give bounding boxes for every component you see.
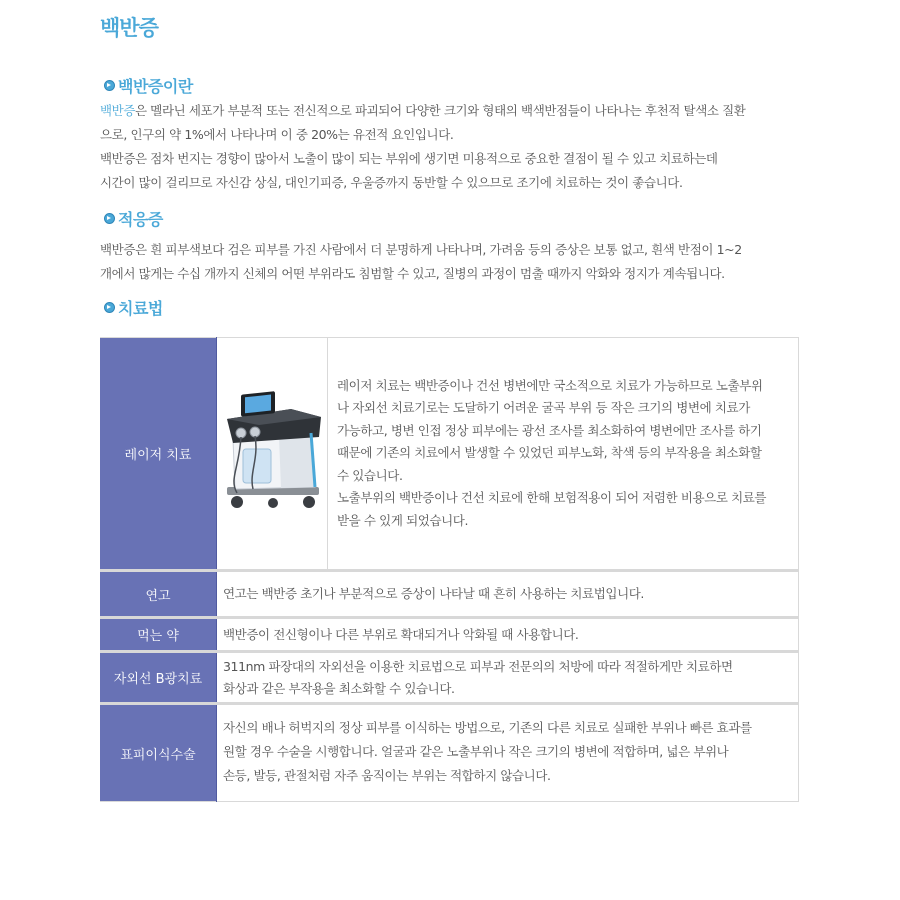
- text-line: 때문에 기존의 치료에서 발생할 수 있었던 피부노화, 착색 등의 부작용을 최소화할: [337, 445, 762, 461]
- table-row: [100, 338, 799, 571]
- circle-arrow-icon: [104, 213, 115, 224]
- table-row: [100, 618, 799, 652]
- highlight-term: 백반증: [100, 103, 136, 118]
- text-line: 화상과 같은 부작용을 최소화할 수 있습니다.: [223, 680, 455, 696]
- intro-line-1: 백반증은 멜라닌 세포가 부분적 또는 전신적으로 파괴되어 다양한 크기와 형태의 백색반점들이 나타나는 후천적 탈색소 질환: [100, 103, 746, 118]
- treatment-name-cell: 표피이식수술: [100, 704, 217, 802]
- table-row: [100, 652, 799, 704]
- treatment-desc-cell: [217, 652, 799, 704]
- table-row: [100, 704, 799, 802]
- text-line: 311nm 파장대의 자외선을 이용한 치료법으로 피부과 전문의의 처방에 따라 적절하게만 치료하면: [223, 658, 733, 674]
- text-line: 백반증이 전신형이나 다른 부위로 확대되거나 악화될 때 사용합니다.: [223, 626, 579, 642]
- indication-line-2: 개에서 많게는 수십 개까지 신체의 어떤 부위라도 침범할 수 있고, 질병의 과정이 멈출 때까지 악화와 정지가 계속됩니다.: [100, 266, 725, 281]
- treatment-desc-cell: [217, 571, 799, 618]
- indication-line-1: 백반증은 흰 피부색보다 검은 피부를 가진 사람에서 더 분명하게 나타나며, 가려움 등의 증상은 보통 없고, 흰색 반점이 1~2: [100, 242, 742, 257]
- treatment-desc-cell: [217, 338, 799, 571]
- treatment-desc-cell: [217, 704, 799, 802]
- circle-arrow-icon: [104, 80, 115, 91]
- treatment-name-cell: 레이저 치료: [100, 338, 217, 571]
- intro-line-4: 시간이 많이 걸리므로 자신감 상실, 대인기피증, 우울증까지 동반할 수 있으므로 조기에 치료하는 것이 좋습니다.: [100, 175, 683, 190]
- laser-description: [328, 338, 776, 569]
- intro-paragraph: [100, 99, 808, 195]
- treatment-name-cell: 연고: [100, 571, 217, 618]
- section-heading-label: 백반증이란: [118, 77, 193, 96]
- section-heading-label: 치료법: [118, 299, 163, 318]
- text-line: 받을 수 있게 되었습니다.: [337, 512, 469, 528]
- intro-line-2: 으로, 인구의 약 1%에서 나타나며 이 중 20%는 유전적 요인입니다.: [100, 127, 454, 142]
- text-line: 노출부위의 백반증이나 건선 치료에 한해 보험적용이 되어 저렴한 비용으로 치료를: [337, 490, 767, 506]
- circle-arrow-icon: [104, 302, 115, 313]
- treatment-table: [100, 337, 799, 802]
- table-row: [100, 571, 799, 618]
- text-line: 수 있습니다.: [337, 467, 403, 483]
- laser-device-image: [217, 338, 328, 569]
- text-line: 가능하고, 병변 인접 정상 피부에는 광선 조사를 최소화하여 병변에만 조사를 하기: [337, 422, 762, 438]
- section-heading-indication: [104, 207, 163, 230]
- text-line: 손등, 발등, 관절처럼 자주 움직이는 부위는 적합하지 않습니다.: [223, 768, 551, 783]
- treatment-name-cell: 먹는 약: [100, 618, 217, 652]
- text-line: 레이저 치료는 백반증이나 건선 병변에만 국소적으로 치료가 가능하므로 노출부위: [337, 377, 763, 393]
- page-title: 백반증: [100, 16, 158, 40]
- text-line: 연고는 백반증 초기나 부분적으로 증상이 나타날 때 흔히 사용하는 치료법입니다.: [223, 586, 645, 601]
- text-line: 원할 경우 수술을 시행합니다. 얼굴과 같은 노출부위나 작은 크기의 병변에 적합하며, 넓은 부위나: [223, 744, 729, 759]
- section-heading-treatment: [104, 296, 163, 319]
- text-line: 나 자외선 치료기로는 도달하기 어려운 굴곡 부위 등 작은 크기의 병변에 치료가: [337, 400, 750, 416]
- section-heading-about: [104, 74, 193, 97]
- indication-paragraph: [100, 238, 808, 286]
- intro-line-3: 백반증은 점차 번지는 경향이 많아서 노출이 많이 되는 부위에 생기면 미용적으로 중요한 결점이 될 수 있고 치료하는데: [100, 151, 718, 166]
- treatment-name-cell: 자외선 B광치료: [100, 652, 217, 704]
- text-line: 자신의 배나 허벅지의 정상 피부를 이식하는 방법으로, 기존의 다른 치료로 실패한 부위나 빠른 효과를: [223, 720, 752, 735]
- treatment-desc-cell: [217, 618, 799, 652]
- section-heading-label: 적응증: [118, 210, 163, 229]
